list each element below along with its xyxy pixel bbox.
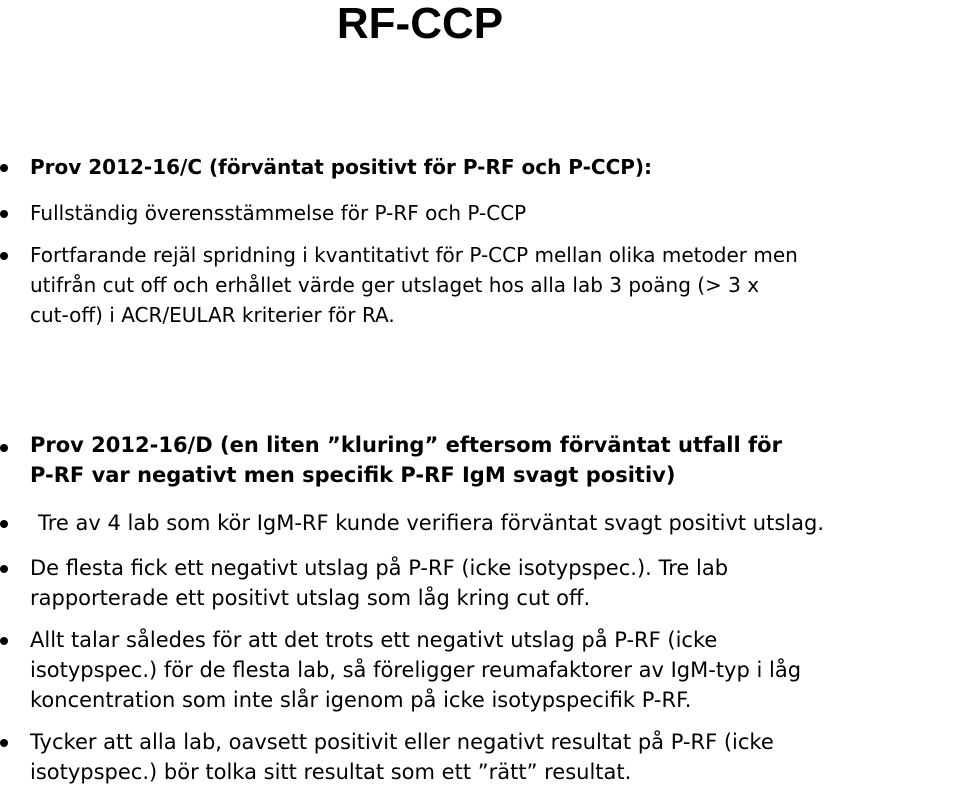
bullet-dot <box>0 252 8 260</box>
page-title: RF-CCP <box>336 0 504 48</box>
bullet-dot <box>0 444 8 452</box>
bullet-text: Fortfarande rejäl spridning i kvantitativt för P-CCP mellan olika metoder men utifrån cut off och erhållet värde ger utslaget hos alla lab 3 poäng (> 3 x cut-off) i ACR/EULAR kriterier för RA. <box>30 243 798 327</box>
bullet-dot <box>0 565 8 573</box>
bullet-text: Tre av 4 lab som kör IgM-RF kunde verifiera förväntat svagt positivt utslag. <box>38 511 825 535</box>
bullet-dot <box>0 637 8 645</box>
bullet-text: Prov 2012-16/D (en liten ”kluring” eftersom förväntat utfall för P-RF var negativt men specifik P-RF IgM svagt positiv) <box>30 433 782 487</box>
bullet-text: De flesta fick ett negativt utslag på P-RF (icke isotypspec.). Tre lab rapporterade ett positivt utslag som låg kring cut off. <box>30 556 729 610</box>
bullet-dot <box>0 164 8 172</box>
bullet-dot <box>0 739 8 747</box>
bullet-text: Prov 2012-16/C (förväntat positivt för P-RF och P-CCP): <box>30 155 653 179</box>
bullet-dot <box>0 520 8 528</box>
bullet-text: Tycker att alla lab, oavsett positivit eller negativt resultat på P-RF (icke isotypspec.) bör tolka sitt resultat som ett ”rätt” resultat. <box>30 730 774 784</box>
bullet-text: Allt talar således för att det trots ett negativt utslag på P-RF (icke isotypspec.) för de flesta lab, så föreligger reumafaktorer av IgM-typ i låg koncentration som inte slår igenom på icke isotypspecifik P-RF. <box>30 628 802 712</box>
bullet-dot <box>0 210 8 218</box>
bullet-text: Fullständig överensstämmelse för P-RF och P-CCP <box>30 201 527 225</box>
